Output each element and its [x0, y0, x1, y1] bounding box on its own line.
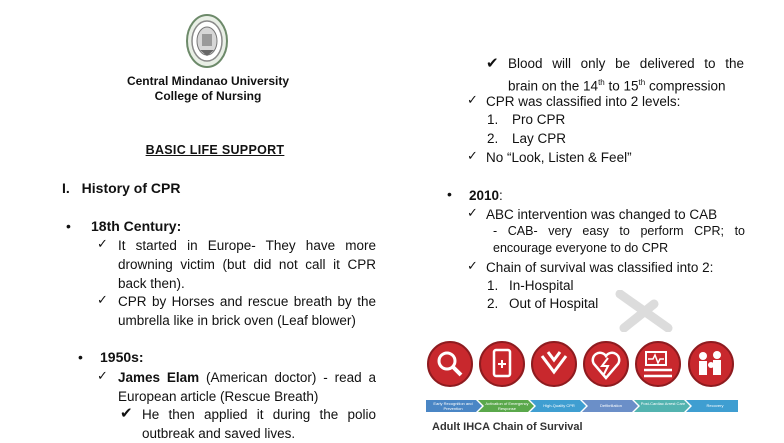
chain-label: In-Hospital	[509, 278, 574, 293]
step-label: High-Quality CPR	[543, 403, 575, 408]
abc-to-cab: ABC intervention was changed to CAB	[486, 207, 718, 222]
magnifier-icon	[428, 342, 472, 386]
no-look-listen-feel: No “Look, Listen & Feel”	[486, 150, 632, 165]
blood-line-2: brain on the 14th to 15th compression	[508, 78, 726, 94]
icon-row	[428, 342, 733, 386]
step-label-row	[426, 400, 740, 412]
check-icon: ✓	[467, 258, 478, 273]
list-item: He then applied it during the polio outbreak and saved lives.	[142, 407, 376, 441]
bullet-icon: •	[66, 218, 71, 234]
section-number: I.	[62, 180, 70, 196]
watermark-x-icon	[614, 290, 674, 332]
fifties-heading: 1950s:	[100, 349, 144, 365]
chain-number: 1.	[487, 278, 499, 293]
step-label: Activation of Emergency Response	[485, 401, 529, 411]
heavy-check-icon: ✔	[120, 405, 133, 422]
check-icon: ✓	[97, 368, 108, 383]
list-item: It started in Europe- They have more drowning victim (but did not call it CPR back then).	[118, 238, 376, 291]
cab-note-line-2: encourage everyone to do CPR	[493, 241, 669, 255]
check-icon: ✓	[97, 292, 108, 307]
century-heading: 18th Century:	[91, 218, 182, 234]
level-label: Lay CPR	[512, 131, 567, 146]
bullet-icon: •	[447, 186, 452, 202]
list-item	[118, 368, 376, 406]
university-seal-logo	[186, 14, 228, 68]
section-heading	[62, 180, 180, 196]
section-title: History of CPR	[81, 180, 181, 196]
step-label: Early Recognition and Prevention	[433, 401, 473, 411]
step-label: Recovery	[706, 403, 724, 408]
blood-line-1: Blood will only be delivered to the	[508, 56, 744, 71]
check-icon: ✓	[467, 92, 478, 107]
james-elam-name: James Elam	[118, 370, 200, 385]
level-label: Pro CPR	[512, 112, 566, 127]
step-label: Defibrillation	[599, 403, 622, 408]
chain-of-survival: Chain of survival was classified into 2:	[486, 260, 714, 275]
check-icon: ✓	[97, 236, 108, 251]
level-number: 2.	[487, 131, 499, 146]
step-label: Post-Cardiac Arrest Care	[640, 401, 686, 406]
university-header	[106, 74, 310, 104]
college-name: College of Nursing	[154, 89, 262, 103]
cpr-levels: CPR was classified into 2 levels:	[486, 94, 681, 109]
university-name: Central Mindanao University	[126, 74, 290, 88]
bullet-icon: •	[78, 349, 83, 365]
james-elam-desc: (American doctor) - read a European article (Rescue Breath)	[118, 370, 377, 404]
check-icon: ✓	[467, 148, 478, 163]
chain-label: Out of Hospital	[509, 296, 599, 311]
year-2010-heading: 2010:	[469, 188, 503, 203]
figure-caption: Adult IHCA Chain of Survival	[432, 421, 583, 433]
level-number: 1.	[487, 112, 499, 127]
cab-note-line-1: - CAB- very easy to perform CPR; to	[493, 224, 745, 238]
check-icon: ✓	[467, 205, 478, 220]
hands-cpr-icon	[532, 342, 576, 386]
heavy-check-icon: ✔	[486, 55, 499, 72]
chain-number: 2.	[487, 296, 499, 311]
list-item: CPR by Horses and rescue breath by the umbrella like in brick oven (Leaf blower)	[118, 294, 376, 328]
document-title: BASIC LIFE SUPPORT	[145, 143, 285, 157]
